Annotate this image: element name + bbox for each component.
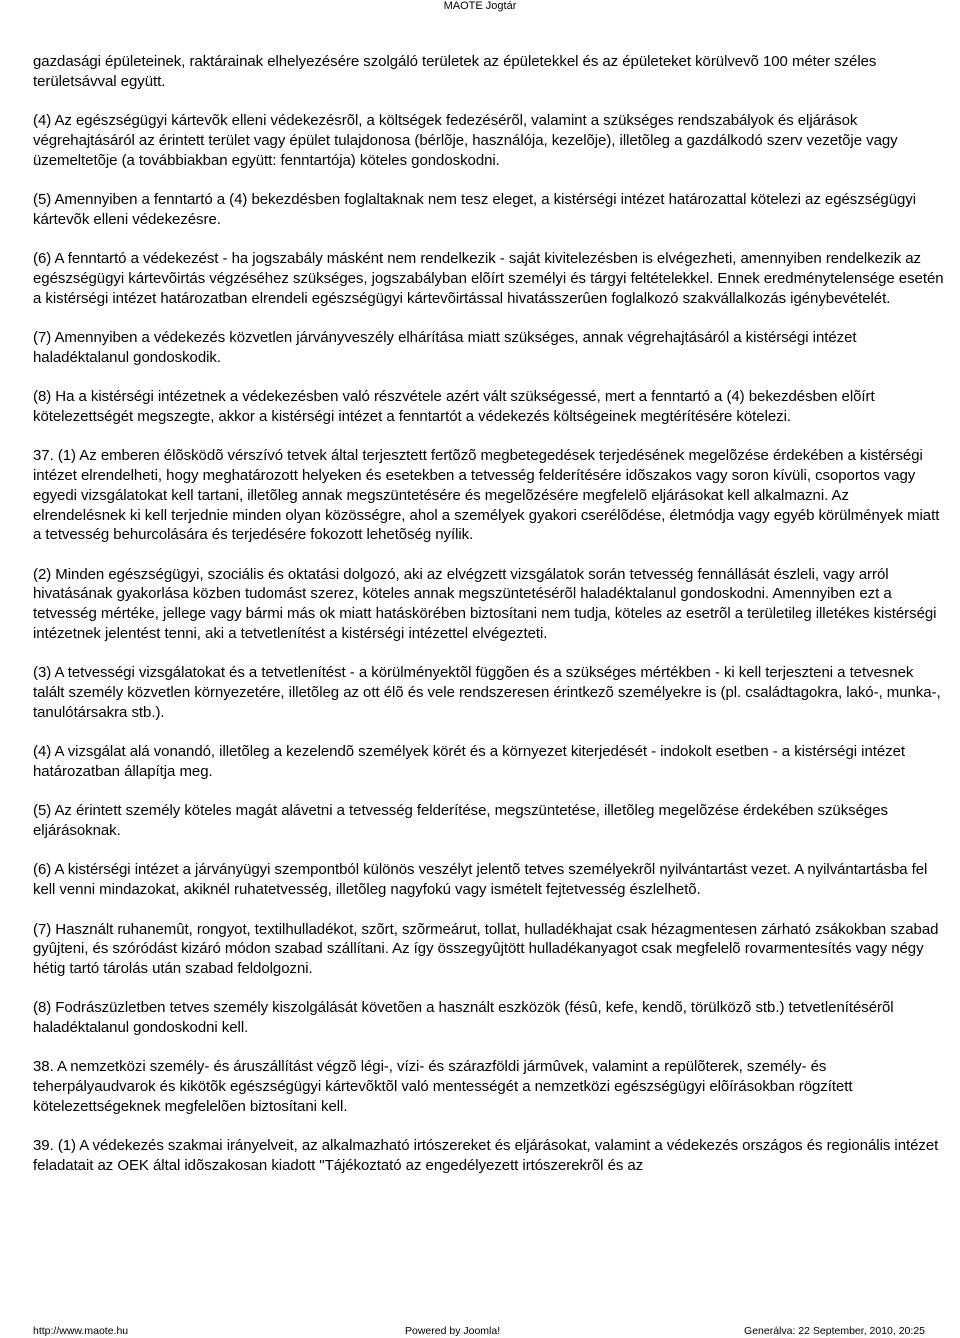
paragraph: (8) Fodrászüzletben tetves személy kiszolgálását követõen a használt eszközök (fésû, kefe, kendõ, törülközõ stb.) tetvetlenítésérõl haladéktalanul gondoskodni kell. [33,999,894,1037]
paragraph: (7) Használt ruhanemût, rongyot, textilhulladékot, szõrt, szõrmeárut, tollat, hulladékhajat csak hézagmentesen zárható zsákokban szabad gyûjteni, és szóródást kizáró módon szabad szállítani. Az így összegyûjtött hulladékanyagot csak megfelelõ rovarmentesítés vagy négy hétig tartó tárolás után szabad feldolgozni. [33,920,939,978]
paragraph: (8) Ha a kistérségi intézetnek a védekezésben való részvétele azért vált szükségessé, mert a fenntartó a (4) bekezdésben elõírt kötelezettségét megszegte, akkor a kistérségi intézet a fenntartót a védekezés költségeinek megtérítésére kötelezi. [33,388,875,425]
paragraph: (5) Az érintett személy köteles magát alávetni a tetvesség felderítése, megszüntetése, illetõleg megelõzése érdekében szükséges eljárásoknak. [33,802,888,840]
paragraph: (2) Minden egészségügyi, szociális és oktatási dolgozó, aki az elvégzett vizsgálatok során tetvesség fennállását észleli, vagy arról hivatásának gyakorlása közben tudomást szerez, köteles annak megszüntetésérõl haladéktalanul gondoskodni. Amennyiben ezt a tetvesség mértéke, jellege vagy bármi más ok miatt hatáskörében biztosítani nem tudja, köteles az esetrõl a területileg illetékes kistérségi intézetnek jelentést tenni, aki a tetvetlenítést a kistérségi intézettel elvégezteti. [33,565,937,643]
paragraph: (4) A vizsgálat alá vonandó, illetõleg a kezelendõ személyek körét és a környezet kiterjedését - indokolt esetben - a kistérségi intézet határozatban állapítja meg. [33,743,906,781]
footer-generated-date: Generálva: 22 September, 2010, 20:25 [744,1325,925,1337]
section-37-paragraph: 37. (1) Az emberen élõsködõ vérszívó tetvek által terjesztett fertõzõ megbetegedések terjedésének megelõzése érdekében a kistérségi intézet elrendelheti, hogy meghatározott helyeken és esetekben a tetvesség felderítésére idõszakos vagy soron kívüli, csoportos vagy egyedi vizsgálatokat kell tartani, illetõleg annak megszüntetésére és megelõzésére megfelelõ eljárásokat kell alkalmazni. Az elrendelésnek ki kell terjednie minden olyan közösségre, ahol a személyek gyakori cserélõdése, életmódja vagy egyéb körülmények miatt a tetvesség behurcolására és terjedésére fokozott lehetõség nyílik. [33,447,940,544]
paragraph: (6) A kistérségi intézet a járványügyi szempontból különös veszélyt jelentõ tetves személyekrõl nyilvántartást vezet. A nyilvántartásba fel kell venni mindazokat, akiknél ruhatetvesség, illetõleg nagyfokú vagy ismételt fejtetvesség észlelhetõ. [33,861,928,899]
section-39-paragraph: 39. (1) A védekezés szakmai irányelveit, az alkalmazható irtószereket és eljárásokat, valamint a védekezés országos és regionális intézet feladatait az OEK által idõszakosan kiadott "Tájékoztató az engedélyezett irtószerekrõl és az [33,1137,939,1175]
paragraph: (7) Amennyiben a védekezés közvetlen járványveszély elhárítása miatt szükséges, annak végrehajtásáról a kistérségi intézet haladéktalanul gondoskodik. [33,328,857,366]
paragraph: (5) Amennyiben a fenntartó a (4) bekezdésben foglaltaknak nem tesz eleget, a kistérségi intézet határozattal kötelezi az egészségügyi kártevõk elleni védekezésre. [33,190,917,228]
page-footer [33,1325,925,1337]
paragraph: (4) Az egészségügyi kártevõk elleni védekezésrõl, a költségek fedezésérõl, valamint a szükséges rendszabályok és eljárások végrehajtásáról az érintett terület vagy épület tulajdonosa (bérlõje, használója, kezelõje), illetõleg a gazdálkodó szerv vezetõje vagy üzemeltetõje (a továbbiakban együtt: fenntartója) köteles gondoskodni. [33,112,898,169]
document-body [33,52,945,1195]
footer-powered-by: Powered by Joomla! [405,1325,501,1337]
paragraph: gazdasági épületeinek, raktárainak elhelyezésére szolgáló területek az épületekkel és az épületeket körülvevõ 100 méter széles területsávval együtt. [33,53,877,90]
footer-url-link[interactable]: http://www.maote.hu [33,1325,129,1337]
site-header: MAOTE Jogtár [443,0,517,12]
section-38-paragraph: 38. A nemzetközi személy- és áruszállítást végzõ légi-, vízi- és szárazföldi jármûvek, valamint a repülõterek, személy- és teherpályaudvarok és kikötõk egészségügyi kártevõktõl való mentességét a nemzetközi egészségügyi elõírásokban rögzített kötelezettségeknek megfelelõen biztosítani kell. [33,1058,853,1116]
paragraph: (6) A fenntartó a védekezést - ha jogszabály másként nem rendelkezik - saját kivitelezésben is elvégezheti, amennyiben rendelkezik az egészségügyi kártevõirtás végzéséhez szükséges, jogszabályban elõírt személyi és tárgyi feltételekkel. Ennek eredménytelensége esetén a kistérségi intézet határozatban elrendeli egészségügyi kártevõirtással hivatásszerûen foglalkozó szakvállalkozás igénybevételét. [33,250,944,307]
paragraph: (3) A tetvességi vizsgálatokat és a tetvetlenítést - a körülményektõl függõen és a szükséges mértékben - ki kell terjeszteni a tetvesnek talált személy közvetlen környezetére, illetõleg az ott élõ és vele rendszeresen érintkezõ személyekre is (pl. családtagokra, lakó-, munka-, tanulótársakra stb.). [33,664,941,721]
